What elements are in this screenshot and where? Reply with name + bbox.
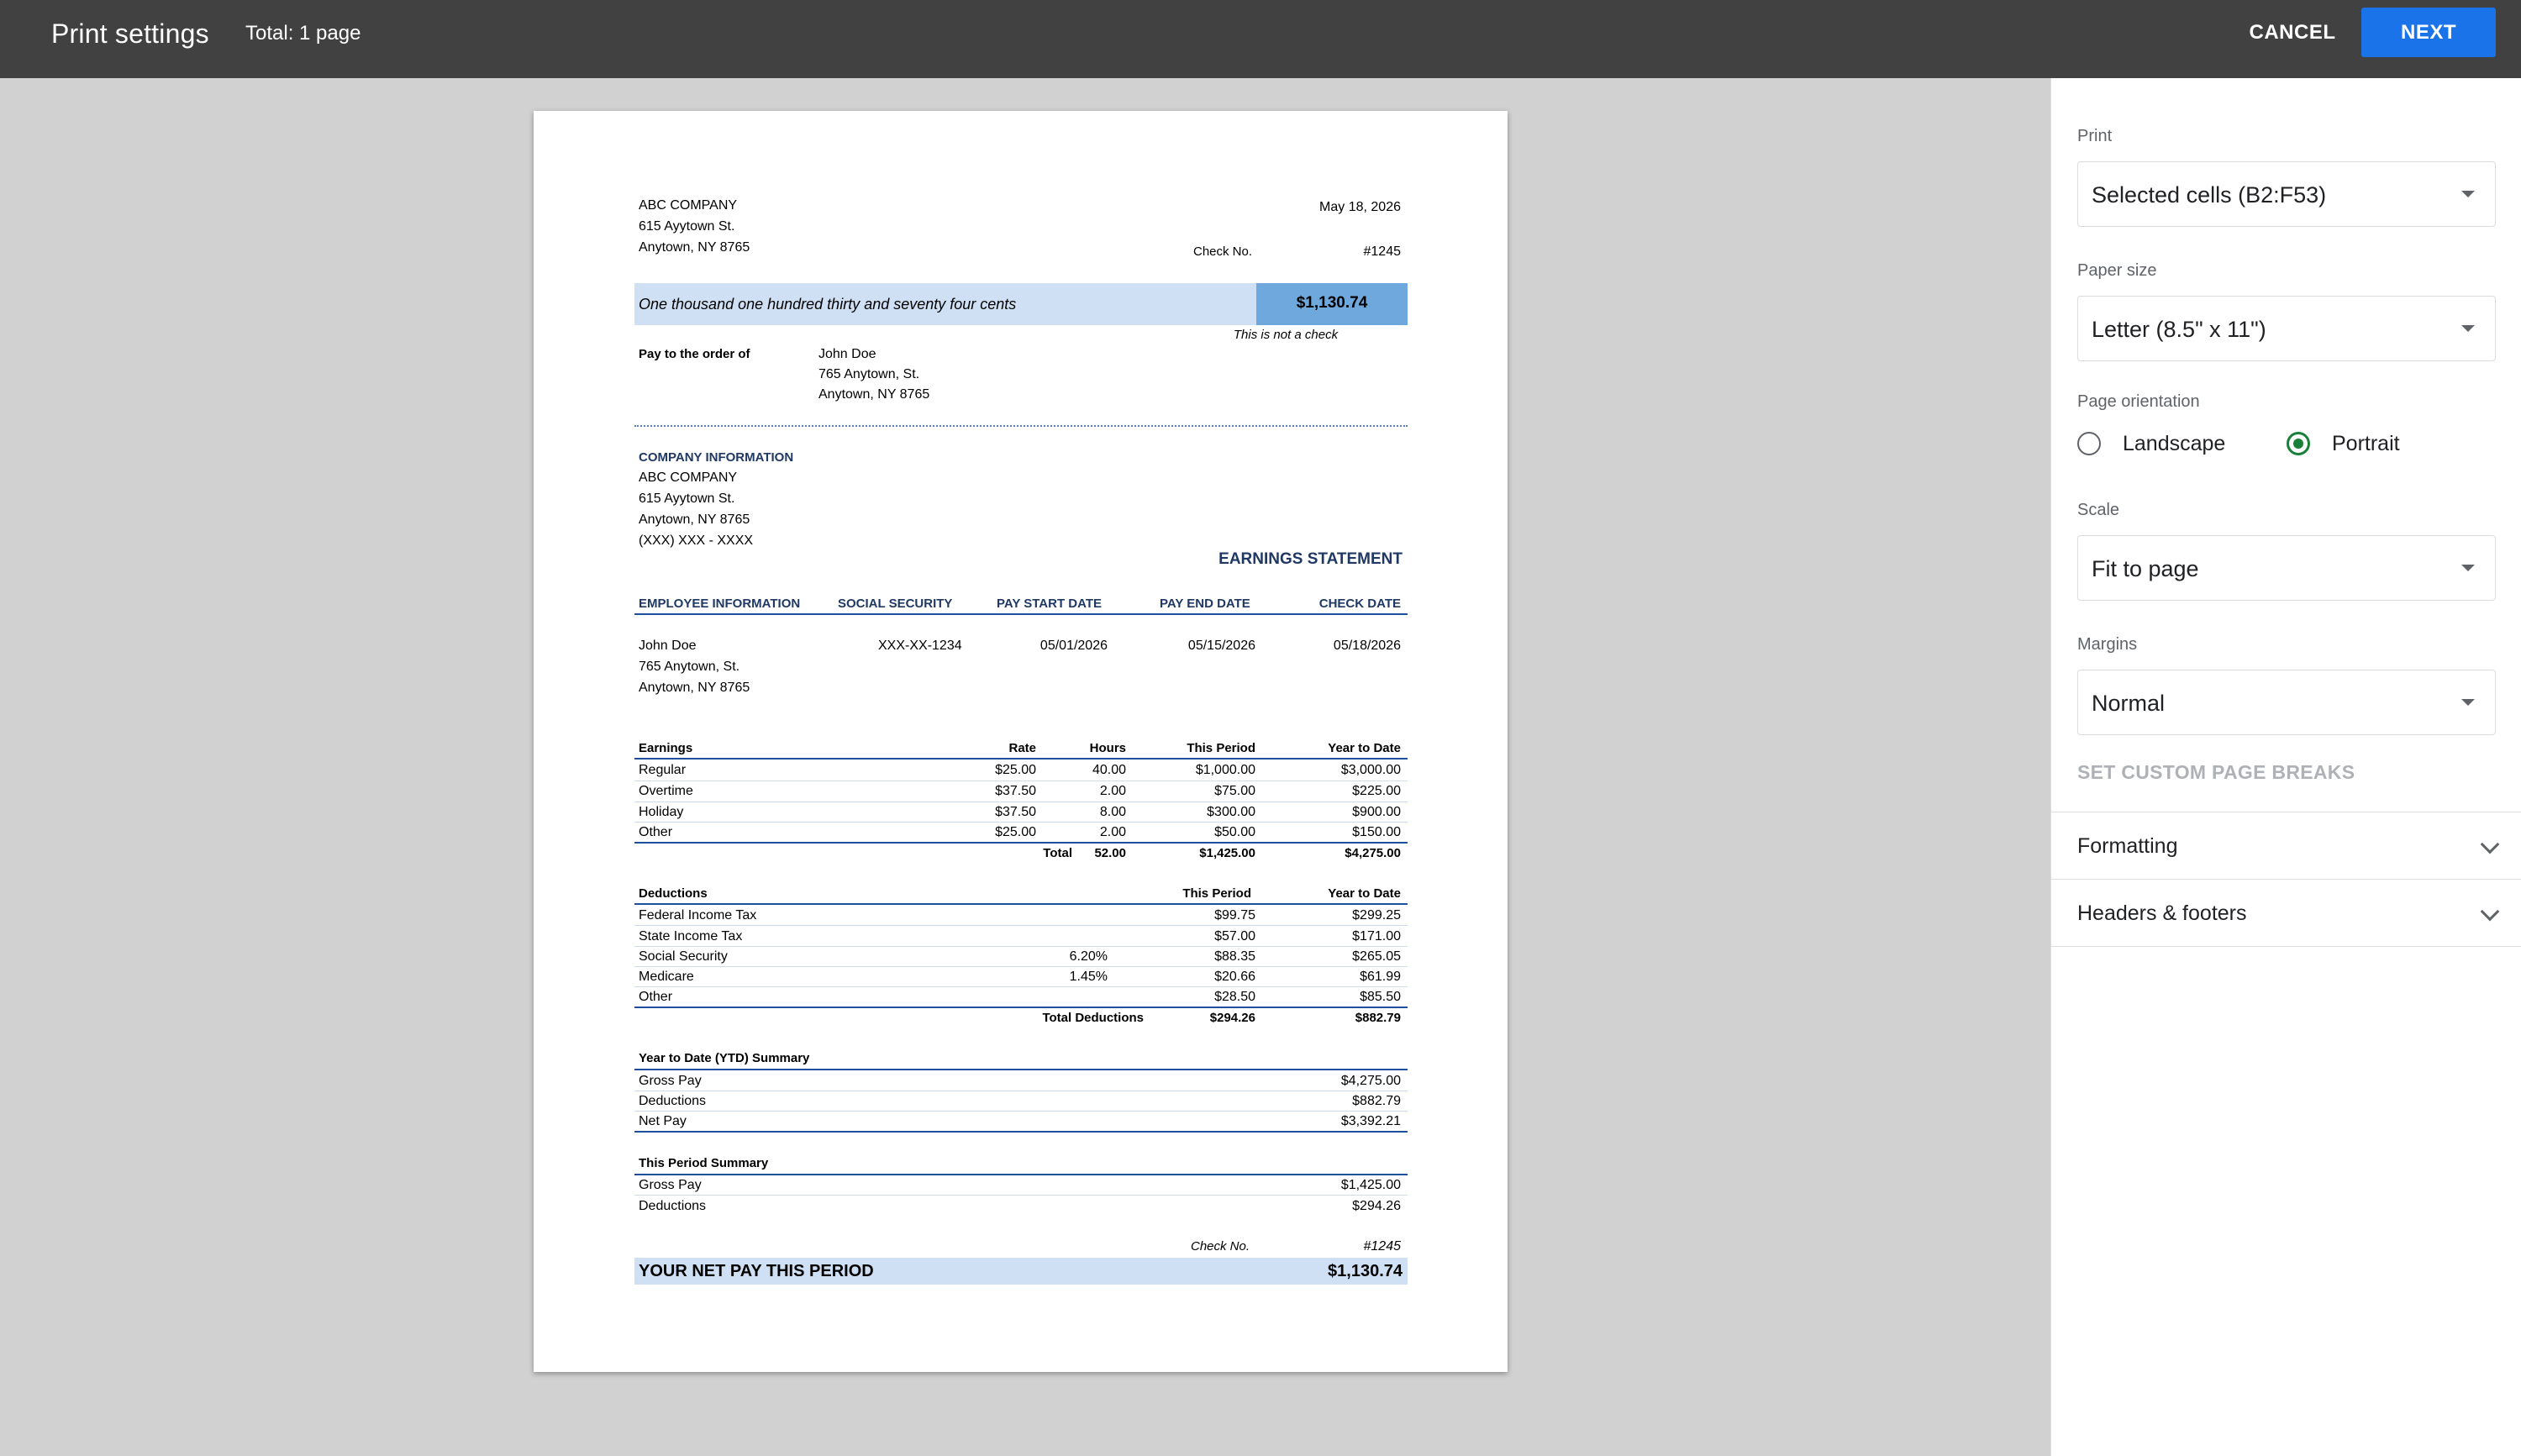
period-label: Gross Pay bbox=[639, 1178, 702, 1192]
row-divider bbox=[634, 986, 1408, 987]
page-total: Total: 1 page bbox=[245, 22, 361, 45]
earnings-cell: $37.50 bbox=[995, 805, 1036, 819]
earnings-col-header: Earnings bbox=[639, 741, 693, 755]
earnings-cell: Other bbox=[639, 825, 673, 839]
deductions-cell: 6.20% bbox=[1069, 949, 1108, 964]
chevron-down-icon bbox=[2481, 835, 2500, 854]
period-rule bbox=[634, 1174, 1408, 1175]
earnings-cell: $25.00 bbox=[995, 763, 1036, 777]
company-name: ABC COMPANY bbox=[639, 198, 738, 213]
deductions-col-header: Year to Date bbox=[1328, 886, 1401, 901]
page-title: Print settings bbox=[51, 18, 209, 49]
section-divider bbox=[2051, 946, 2521, 947]
footer-check-label: Check No. bbox=[1191, 1239, 1250, 1254]
dropdown-caret-icon bbox=[2461, 699, 2475, 706]
deductions-cell: $28.50 bbox=[1214, 990, 1255, 1004]
earnings-total-hours: 52.00 bbox=[1094, 846, 1126, 860]
net-pay-value: $1,130.74 bbox=[1328, 1262, 1403, 1280]
scale-select[interactable] bbox=[2077, 535, 2496, 601]
earnings-col-header: Rate bbox=[1008, 741, 1036, 755]
deductions-cell: $299.25 bbox=[1352, 908, 1401, 922]
headers-footers-section[interactable] bbox=[2051, 879, 2521, 946]
deductions-cell: $57.00 bbox=[1214, 929, 1255, 944]
paper-size-select[interactable] bbox=[2077, 296, 2496, 361]
earnings-cell: $300.00 bbox=[1207, 805, 1255, 819]
earnings-cell: $150.00 bbox=[1352, 825, 1401, 839]
earnings-total-period: $1,425.00 bbox=[1199, 846, 1255, 860]
margins-value: Normal bbox=[2092, 691, 2166, 716]
company-street: 615 Ayytown St. bbox=[639, 219, 735, 234]
deductions-cell: $99.75 bbox=[1214, 908, 1255, 922]
earnings-col-header: Year to Date bbox=[1328, 741, 1401, 755]
company-info-line: ABC COMPANY bbox=[639, 470, 738, 485]
dropdown-caret-icon bbox=[2461, 565, 2475, 571]
employee-pay-end: 05/15/2026 bbox=[1187, 639, 1255, 653]
earnings-cell: $37.50 bbox=[995, 784, 1036, 798]
check-no-label: Check No. bbox=[1193, 244, 1253, 259]
deductions-cell: $20.66 bbox=[1214, 970, 1255, 984]
print-range-value: Selected cells (B2:F53) bbox=[2092, 182, 2327, 208]
portrait-label: Portrait bbox=[2332, 432, 2400, 455]
orientation-label: Page orientation bbox=[2077, 392, 2200, 411]
ytd-label: Deductions bbox=[639, 1094, 707, 1108]
ytd-label: Gross Pay bbox=[639, 1074, 702, 1088]
earnings-statement-title: EARNINGS STATEMENT bbox=[1218, 550, 1403, 568]
deductions-col-header: This Period bbox=[1182, 886, 1251, 901]
dropdown-caret-icon bbox=[2461, 191, 2475, 197]
paper-size-label: Paper size bbox=[2077, 261, 2157, 280]
footer-check-no: #1245 bbox=[1363, 1239, 1401, 1254]
margins-label: Margins bbox=[2077, 635, 2138, 654]
scale-value: Fit to page bbox=[2092, 556, 2199, 581]
ytd-end-rule bbox=[634, 1131, 1408, 1133]
employee-line: Anytown, NY 8765 bbox=[639, 681, 750, 695]
deductions-cell: Social Security bbox=[639, 949, 728, 964]
deductions-rule bbox=[634, 903, 1408, 905]
scale-label: Scale bbox=[2077, 501, 2120, 519]
period-value: $294.26 bbox=[1352, 1199, 1401, 1213]
employee-header: EMPLOYEE INFORMATION bbox=[639, 597, 801, 611]
deductions-cell: $88.35 bbox=[1214, 949, 1255, 964]
formatting-label: Formatting bbox=[2077, 834, 2178, 858]
deductions-cell: $265.05 bbox=[1352, 949, 1401, 964]
earnings-cell: 2.00 bbox=[1099, 784, 1126, 798]
earnings-total-label: Total bbox=[1043, 846, 1072, 860]
check-date: May 18, 2026 bbox=[1319, 200, 1401, 214]
pay-to-label: Pay to the order of bbox=[639, 347, 750, 361]
ytd-rule bbox=[634, 1069, 1408, 1070]
deductions-cell: 1.45% bbox=[1069, 970, 1108, 984]
row-divider bbox=[634, 966, 1408, 967]
employee-header: PAY START DATE bbox=[997, 597, 1103, 611]
employee-line: John Doe bbox=[639, 639, 697, 653]
paper-size-value: Letter (8.5" x 11") bbox=[2092, 317, 2266, 342]
headers-footers-label: Headers & footers bbox=[2077, 901, 2247, 925]
employee-header: PAY END DATE bbox=[1160, 597, 1250, 611]
set-custom-page-breaks-link[interactable]: SET CUSTOM PAGE BREAKS bbox=[2077, 761, 2355, 783]
margins-select[interactable] bbox=[2077, 670, 2496, 735]
amount-words: One thousand one hundred thirty and seventy four cents bbox=[639, 296, 1017, 313]
check-no: #1245 bbox=[1363, 244, 1401, 259]
earnings-rule bbox=[634, 758, 1408, 760]
employee-header: SOCIAL SECURITY bbox=[838, 597, 953, 611]
formatting-section[interactable] bbox=[2051, 812, 2521, 879]
earnings-cell: $1,000.00 bbox=[1195, 763, 1255, 777]
company-info-line: Anytown, NY 8765 bbox=[639, 512, 750, 527]
settings-panel bbox=[2050, 78, 2521, 1456]
period-summary-title: This Period Summary bbox=[639, 1156, 769, 1170]
employee-pay-start: 05/01/2026 bbox=[1039, 639, 1108, 653]
ytd-value: $4,275.00 bbox=[1340, 1074, 1401, 1088]
next-button[interactable]: NEXT bbox=[2361, 8, 2496, 57]
row-divider bbox=[634, 946, 1408, 947]
dropdown-caret-icon bbox=[2461, 325, 2475, 332]
deductions-total-period: $294.26 bbox=[1209, 1011, 1255, 1025]
earnings-total-ytd: $4,275.00 bbox=[1345, 846, 1401, 860]
ytd-label: Net Pay bbox=[639, 1114, 687, 1128]
print-label: Print bbox=[2077, 127, 2113, 145]
period-label: Deductions bbox=[639, 1199, 707, 1213]
ytd-value: $3,392.21 bbox=[1340, 1114, 1401, 1128]
row-divider bbox=[634, 1111, 1408, 1112]
company-city: Anytown, NY 8765 bbox=[639, 240, 750, 255]
earnings-cell: $75.00 bbox=[1214, 784, 1255, 798]
ytd-summary-title: Year to Date (YTD) Summary bbox=[639, 1051, 810, 1065]
period-value: $1,425.00 bbox=[1340, 1178, 1401, 1192]
payee-street: 765 Anytown, St. bbox=[818, 367, 920, 381]
row-divider bbox=[634, 925, 1408, 926]
employee-header: CHECK DATE bbox=[1318, 597, 1401, 611]
deductions-cell: State Income Tax bbox=[639, 929, 743, 944]
earnings-cell: 8.00 bbox=[1099, 805, 1126, 819]
deductions-cell: Medicare bbox=[639, 970, 694, 984]
deductions-cell: Other bbox=[639, 990, 673, 1004]
earnings-cell: Overtime bbox=[639, 784, 693, 798]
earnings-cell: Holiday bbox=[639, 805, 684, 819]
earnings-total-rule bbox=[634, 842, 1408, 844]
employee-ssn: XXX-XX-1234 bbox=[878, 639, 962, 653]
row-divider bbox=[634, 1195, 1408, 1196]
not-a-check-note: This is not a check bbox=[1233, 328, 1339, 342]
earnings-cell: $50.00 bbox=[1214, 825, 1255, 839]
employee-check-date: 05/18/2026 bbox=[1333, 639, 1401, 653]
print-range-select[interactable] bbox=[2077, 161, 2496, 227]
payee-city: Anytown, NY 8765 bbox=[818, 387, 930, 402]
net-pay-label: YOUR NET PAY THIS PERIOD bbox=[639, 1262, 874, 1280]
cancel-button[interactable]: CANCEL bbox=[2235, 17, 2350, 49]
chevron-down-icon bbox=[2481, 902, 2500, 922]
company-info-line: (XXX) XXX - XXXX bbox=[639, 534, 754, 548]
company-info-line: 615 Ayytown St. bbox=[639, 491, 735, 506]
deductions-cell: $85.50 bbox=[1360, 990, 1401, 1004]
earnings-cell: Regular bbox=[639, 763, 687, 777]
radio-checked-icon bbox=[2287, 432, 2310, 455]
earnings-col-header: Hours bbox=[1089, 741, 1126, 755]
deductions-total-ytd: $882.79 bbox=[1355, 1011, 1401, 1025]
deductions-cell: $61.99 bbox=[1360, 970, 1401, 984]
earnings-cell: $225.00 bbox=[1352, 784, 1401, 798]
row-divider bbox=[634, 822, 1408, 823]
earnings-cell: $3,000.00 bbox=[1340, 763, 1401, 777]
earnings-cell: 2.00 bbox=[1099, 825, 1126, 839]
earnings-cell: $900.00 bbox=[1352, 805, 1401, 819]
deductions-cell: $171.00 bbox=[1352, 929, 1401, 944]
deductions-col-header: Deductions bbox=[639, 886, 708, 901]
deductions-total-rule bbox=[634, 1007, 1408, 1008]
payee-name: John Doe bbox=[818, 347, 876, 361]
tear-line bbox=[634, 425, 1408, 427]
top-bar bbox=[0, 0, 2521, 78]
header-rule bbox=[634, 613, 1408, 615]
company-info-label: COMPANY INFORMATION bbox=[639, 450, 794, 465]
earnings-cell: $25.00 bbox=[995, 825, 1036, 839]
landscape-label: Landscape bbox=[2123, 432, 2226, 455]
amount-value: $1,130.74 bbox=[1296, 294, 1368, 312]
deductions-total-label: Total Deductions bbox=[1042, 1011, 1144, 1025]
earnings-col-header: This Period bbox=[1187, 741, 1255, 755]
earnings-cell: 40.00 bbox=[1092, 763, 1126, 777]
radio-unchecked-icon bbox=[2077, 432, 2101, 455]
ytd-value: $882.79 bbox=[1352, 1094, 1401, 1108]
deductions-cell: Federal Income Tax bbox=[639, 908, 757, 922]
employee-line: 765 Anytown, St. bbox=[639, 660, 740, 674]
print-preview-page bbox=[534, 111, 1508, 1372]
